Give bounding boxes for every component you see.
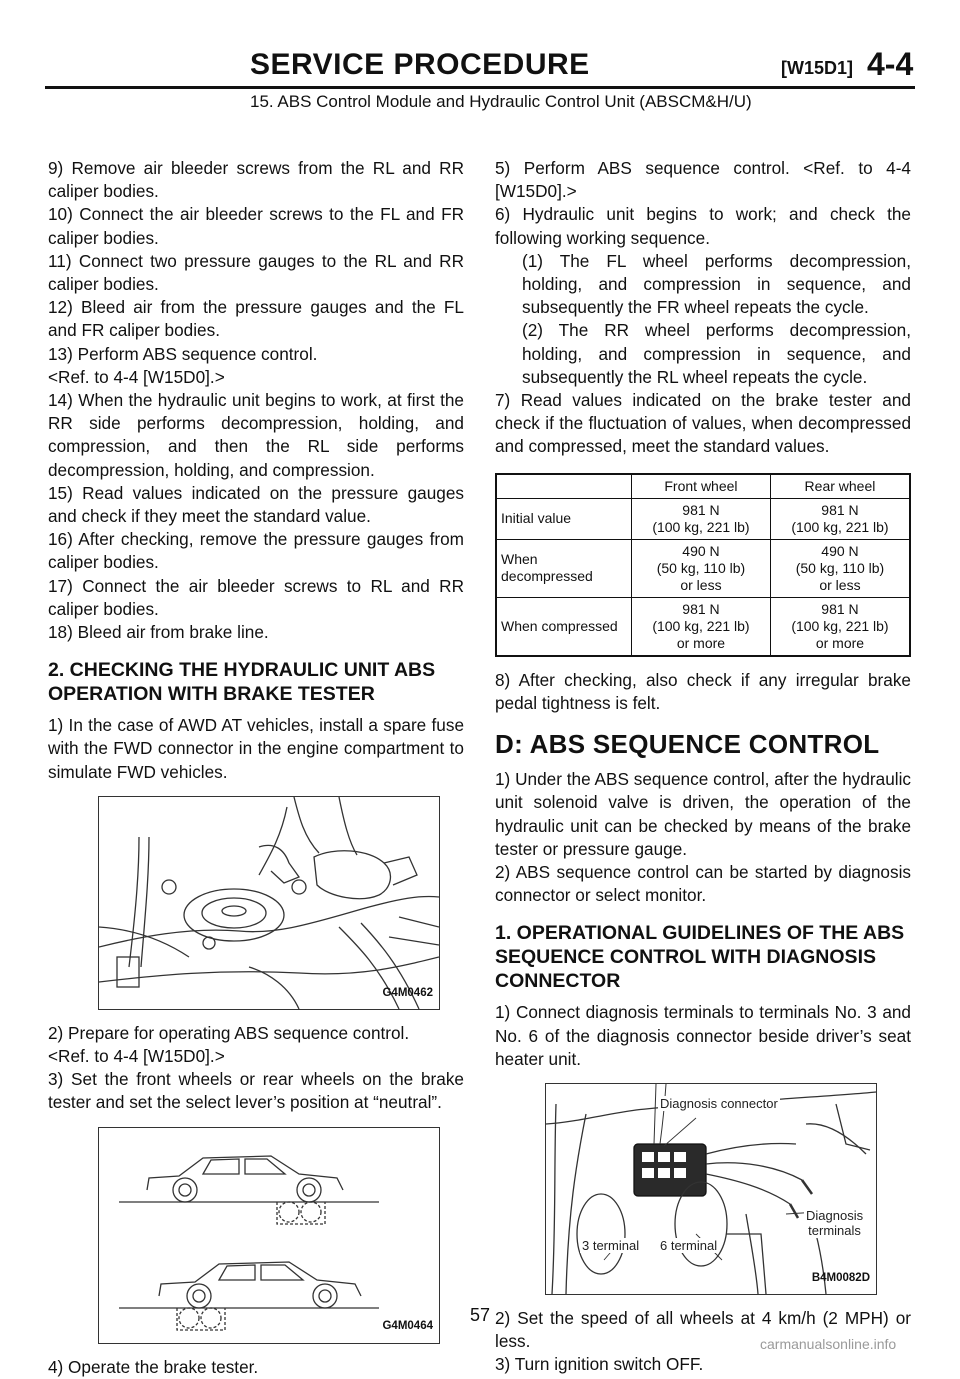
tester-step-6-sub-1: (1) The FL wheel performs decompression, holding, and compression in sequence, and subsequently the FR wheel repeats the cycle. — [522, 250, 911, 318]
tester-step-4: 4) Operate the brake tester. — [48, 1356, 259, 1377]
heading-brake-tester: 2. CHECKING THE HYDRAULIC UNIT ABS OPERATION WITH BRAKE TESTER — [48, 659, 436, 706]
step-11: 11) Connect two pressure gauges to the RL and RR caliper bodies. — [48, 250, 464, 295]
sequence-step-1: 1) Under the ABS sequence control, after the hydraulic unit solenoid valve is driven, the operation of the hydraulic unit can be checked by means of the brake tester or pressure gauge. — [495, 769, 911, 859]
header-title: SERVICE PROCEDURE — [250, 48, 590, 81]
tester-step-2: 2) Prepare for operating ABS sequence control. — [48, 1022, 410, 1043]
label-diagnosis-terminals-line1: Diagnosis — [806, 1208, 864, 1224]
left-column — [48, 157, 464, 1379]
step-12: 12) Bleed air from the pressure gauges and the FL and FR caliper bodies. — [48, 297, 464, 341]
cell-rear-compressed: 981 N (100 kg, 221 lb) or more — [770, 597, 910, 656]
watermark-text: carmanualsonline.info — [760, 1336, 897, 1352]
cell-rear-initial: 981 N (100 kg, 221 lb) — [770, 498, 910, 539]
heading-abs-sequence-control: D: ABS SEQUENCE CONTROL — [495, 729, 880, 760]
tester-step-6: 6) Hydraulic unit begins to work; and check the following working sequence. — [495, 204, 911, 248]
guideline-step-2: 2) Set the speed of all wheels at 4 km/h (2 MPH) or less. — [495, 1308, 911, 1352]
step-9: 9) Remove air bleeder screws from the RL and RR caliper bodies. — [48, 158, 464, 202]
cell-front-decompressed: 490 N (50 kg, 110 lb) or less — [632, 539, 771, 597]
heading-diagnosis-connector: 1. OPERATIONAL GUIDELINES OF THE ABS SEQUENCE CONTROL WITH DIAGNOSIS CONNECTOR — [495, 922, 905, 993]
header-section-number: 4-4 — [867, 46, 914, 82]
figure-engine-compartment — [98, 796, 440, 1010]
step-18: 18) Bleed air from brake line. — [48, 622, 269, 643]
header-code: [W15D1] — [781, 58, 854, 78]
label-3-terminal: 3 terminal — [582, 1238, 640, 1254]
right-column — [495, 157, 911, 1377]
tester-step-1: 1) In the case of AWD AT vehicles, install a spare fuse with the FWD connector in the engine compartment to simulate FWD vehicles. — [48, 715, 464, 782]
cell-rear-decompressed: 490 N (50 kg, 110 lb) or less — [770, 539, 910, 597]
label-diagnosis-terminals-line2: terminals — [808, 1223, 861, 1239]
table-header-row — [496, 474, 910, 499]
diagnosis-connector-illustration — [546, 1084, 876, 1294]
header-rule — [45, 86, 915, 89]
figure-code-g4m0464: G4M0464 — [382, 1320, 433, 1333]
label-diagnosis-terminals — [804, 1208, 865, 1238]
header-subtitle: 15. ABS Control Module and Hydraulic Control Unit (ABSCM&H/U) — [250, 92, 752, 111]
figure-vehicle-on-tester — [98, 1127, 440, 1344]
step-16: 16) After checking, remove the pressure gauges from caliper bodies. — [48, 529, 464, 573]
tester-step-7: 7) Read values indicated on the brake tester and check if the fluctuation of values, when decompressed and compressed, meet the standard values. — [495, 390, 911, 457]
table-row — [496, 539, 910, 597]
figure-code-b4m0082d: B4M0082D — [811, 1271, 870, 1284]
label-6-terminal: 6 terminal — [660, 1238, 718, 1254]
table-row — [496, 498, 910, 539]
step-13-ref: <Ref. to 4-4 [W15D0].> — [48, 366, 225, 387]
tester-step-3: 3) Set the front wheels or rear wheels on the brake tester and set the select lever’s position at “neutral”. — [48, 1069, 464, 1113]
row-label-decompressed: When decompressed — [496, 539, 632, 597]
figure-diagnosis-connector — [545, 1083, 877, 1295]
table-row — [496, 597, 910, 656]
row-label-compressed: When compressed — [496, 597, 632, 656]
cell-front-initial: 981 N (100 kg, 221 lb) — [632, 498, 771, 539]
step-10: 10) Connect the air bleeder screws to the FL and FR caliper bodies. — [48, 204, 464, 248]
sequence-step-2: 2) ABS sequence control can be started by diagnosis connector or select monitor. — [495, 862, 911, 906]
row-label-initial: Initial value — [496, 498, 632, 539]
table-header-blank — [496, 474, 632, 499]
table-header-front: Front wheel — [632, 474, 771, 499]
guideline-step-3: 3) Turn ignition switch OFF. — [495, 1354, 704, 1375]
step-14: 14) When the hydraulic unit begins to work, at first the RR side performs decompression, holding, and compression, and then the RL side performs decompression, holding, and compression. — [48, 390, 464, 480]
table-header-rear: Rear wheel — [770, 474, 910, 499]
engine-compartment-illustration — [99, 797, 439, 1009]
step-15: 15) Read values indicated on the pressure gauges and check if they meet the standard value. — [48, 482, 464, 527]
figure-code-g4m0462: G4M0462 — [382, 986, 433, 999]
standard-values-table — [495, 473, 911, 657]
tester-step-5: 5) Perform ABS sequence control. <Ref. to 4-4 [W15D0].> — [495, 158, 911, 202]
cell-front-compressed: 981 N (100 kg, 221 lb) or more — [632, 597, 771, 656]
label-diagnosis-connector: Diagnosis connector — [660, 1096, 778, 1112]
tester-step-2-ref: <Ref. to 4-4 [W15D0].> — [48, 1046, 225, 1067]
step-13: 13) Perform ABS sequence control. — [48, 343, 318, 364]
step-17: 17) Connect the air bleeder screws to RL and RR caliper bodies. — [48, 575, 464, 619]
page-header — [0, 0, 960, 140]
page-number: 57 — [470, 1305, 491, 1325]
tester-step-8: 8) After checking, also check if any irregular brake pedal tightness is felt. — [495, 669, 911, 713]
vehicle-on-tester-illustration — [99, 1128, 439, 1343]
guideline-step-1: 1) Connect diagnosis terminals to terminals No. 3 and No. 6 of the diagnosis connector beside driver’s seat heater unit. — [495, 1002, 911, 1069]
tester-step-6-sub-2: (2) The RR wheel performs decompression, holding, and compression in sequence, and subsequently the RL wheel repeats the cycle. — [522, 320, 911, 387]
